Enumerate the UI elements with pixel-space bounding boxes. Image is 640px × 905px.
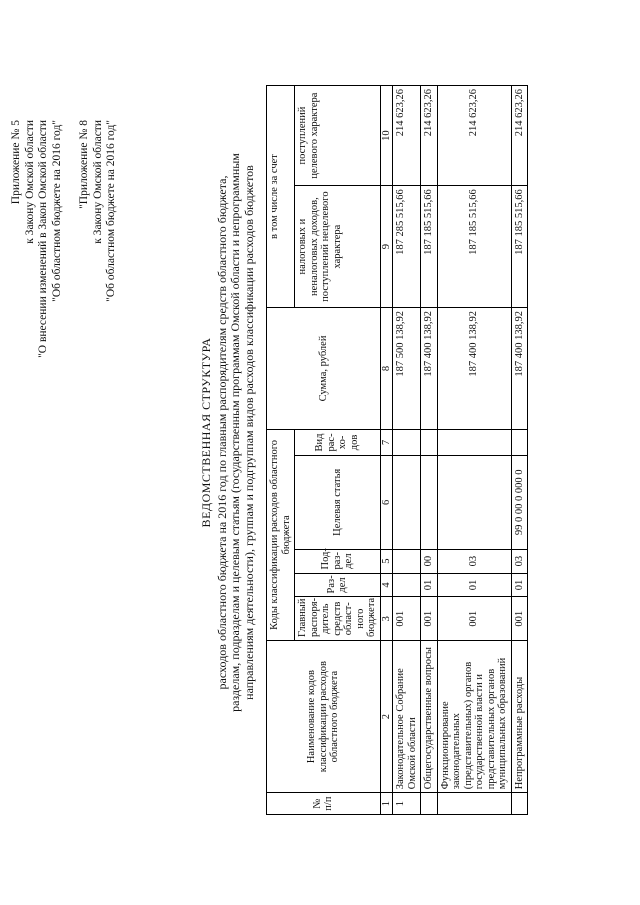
row-target: [421, 456, 438, 550]
row-tax: 187 185 515,66: [421, 186, 438, 308]
row-num: 1: [393, 793, 421, 815]
row-num: [421, 793, 438, 815]
row-name: Законодательное Собрание Омской области: [393, 640, 421, 792]
col-number: 6: [380, 456, 393, 550]
row-subsection: 00: [421, 549, 438, 573]
row-trg: 214 623,26: [393, 86, 421, 186]
row-section: 01: [437, 573, 511, 597]
appendix-line: Приложение № 5: [10, 120, 22, 205]
header-target: Целевая статья: [295, 456, 381, 550]
appendix-line: к Закону Омской области: [91, 120, 104, 244]
header-num: № п/п: [267, 793, 381, 815]
header-tax: налоговых и неналоговых доходов, поступлений нецелевого характера: [295, 186, 381, 308]
row-num: [437, 793, 511, 815]
appendix-8: [78, 120, 119, 590]
col-number: 2: [380, 640, 393, 792]
row-sum: 187 400 138,92: [421, 308, 438, 430]
row-tax: 187 285 515,66: [393, 186, 421, 308]
header-expense-type: Вид рас-хо-дов: [295, 429, 381, 455]
col-number: 1: [380, 793, 393, 815]
appendix-block: [10, 120, 133, 590]
row-section: [393, 573, 421, 597]
table-row: [421, 86, 438, 815]
appendix-line: "Об областном бюджете на 2016 год": [105, 120, 117, 302]
row-trg: 214 623,26: [511, 86, 528, 186]
row-sum: 187 400 138,92: [511, 308, 528, 430]
row-name: Непрограммные расходы: [511, 640, 528, 792]
row-target: 99 0 00 0 000 0: [511, 456, 528, 550]
row-subsection: 03: [511, 549, 528, 573]
row-tax: 187 185 515,66: [437, 186, 511, 308]
header-codes-group: Коды классификации расходов областного бюджета: [267, 429, 295, 640]
appendix-line: "О внесении изменений в Закон Омской области: [37, 120, 49, 358]
table-row: [437, 86, 511, 815]
title-line: разделам, подразделам и целевым статьям (государственным программам Омской области и непрограммным: [228, 153, 242, 712]
header-incl: в том числе за счет: [267, 86, 295, 308]
header-chief: Главный распоря-дитель средств област-ного бюджета: [295, 597, 381, 641]
row-trg: 214 623,26: [421, 86, 438, 186]
header-sum: Сумма, рублей: [267, 308, 381, 430]
row-sum: 187 500 138,92: [393, 308, 421, 430]
row-chief: 001: [437, 597, 511, 641]
title-line: расходов областного бюджета на 2016 год по главным распорядителям средств областного бюджета,: [214, 175, 229, 690]
header-subsection: Под-раз-дел: [295, 549, 381, 573]
budget-table: [266, 85, 528, 815]
row-name: Общегосударственные вопросы: [421, 640, 438, 792]
table-row: [511, 86, 528, 815]
column-number-row: [380, 86, 393, 815]
appendix-line: "Приложение № 8: [78, 120, 90, 209]
row-tax: 187 185 515,66: [511, 186, 528, 308]
table-row: [393, 86, 421, 815]
row-type: [393, 429, 421, 455]
row-subsection: 03: [437, 549, 511, 573]
header-target-receipts: поступлений целевого характера: [295, 86, 381, 186]
col-number: 9: [380, 186, 393, 308]
appendix-line: "Об областном бюджете на 2016 год": [50, 120, 63, 302]
row-name: Функционирование законодательных (представительных) органов государственной власти и представительных органов муниципальных образований: [437, 640, 511, 792]
col-number: 8: [380, 308, 393, 430]
row-section: 01: [421, 573, 438, 597]
row-type: [437, 429, 511, 455]
header-section: Раз-дел: [295, 573, 381, 597]
row-num: [511, 793, 528, 815]
row-target: [437, 456, 511, 550]
document-title: [200, 0, 256, 885]
row-trg: 214 623,26: [437, 86, 511, 186]
appendix-5: [10, 120, 64, 590]
col-number: 5: [380, 549, 393, 573]
row-sum: 187 400 138,92: [437, 308, 511, 430]
row-type: [421, 429, 438, 455]
row-type: [511, 429, 528, 455]
col-number: 4: [380, 573, 393, 597]
col-number: 7: [380, 429, 393, 455]
col-number: 10: [380, 86, 393, 186]
row-chief: 001: [421, 597, 438, 641]
header-name: Наименование кодов классификации расходов областного бюджета: [267, 640, 381, 792]
title-line: направлениям деятельности), группам и подгруппам видов расходов классификации расходов бюджетов: [241, 165, 256, 700]
row-chief: 001: [511, 597, 528, 641]
row-section: 01: [511, 573, 528, 597]
row-subsection: [393, 549, 421, 573]
row-target: [393, 456, 421, 550]
appendix-line: к Закону Омской области: [23, 120, 36, 244]
row-chief: 001: [393, 597, 421, 641]
title-main: ВЕДОМСТВЕННАЯ СТРУКТУРА: [199, 337, 213, 528]
col-number: 3: [380, 597, 393, 641]
